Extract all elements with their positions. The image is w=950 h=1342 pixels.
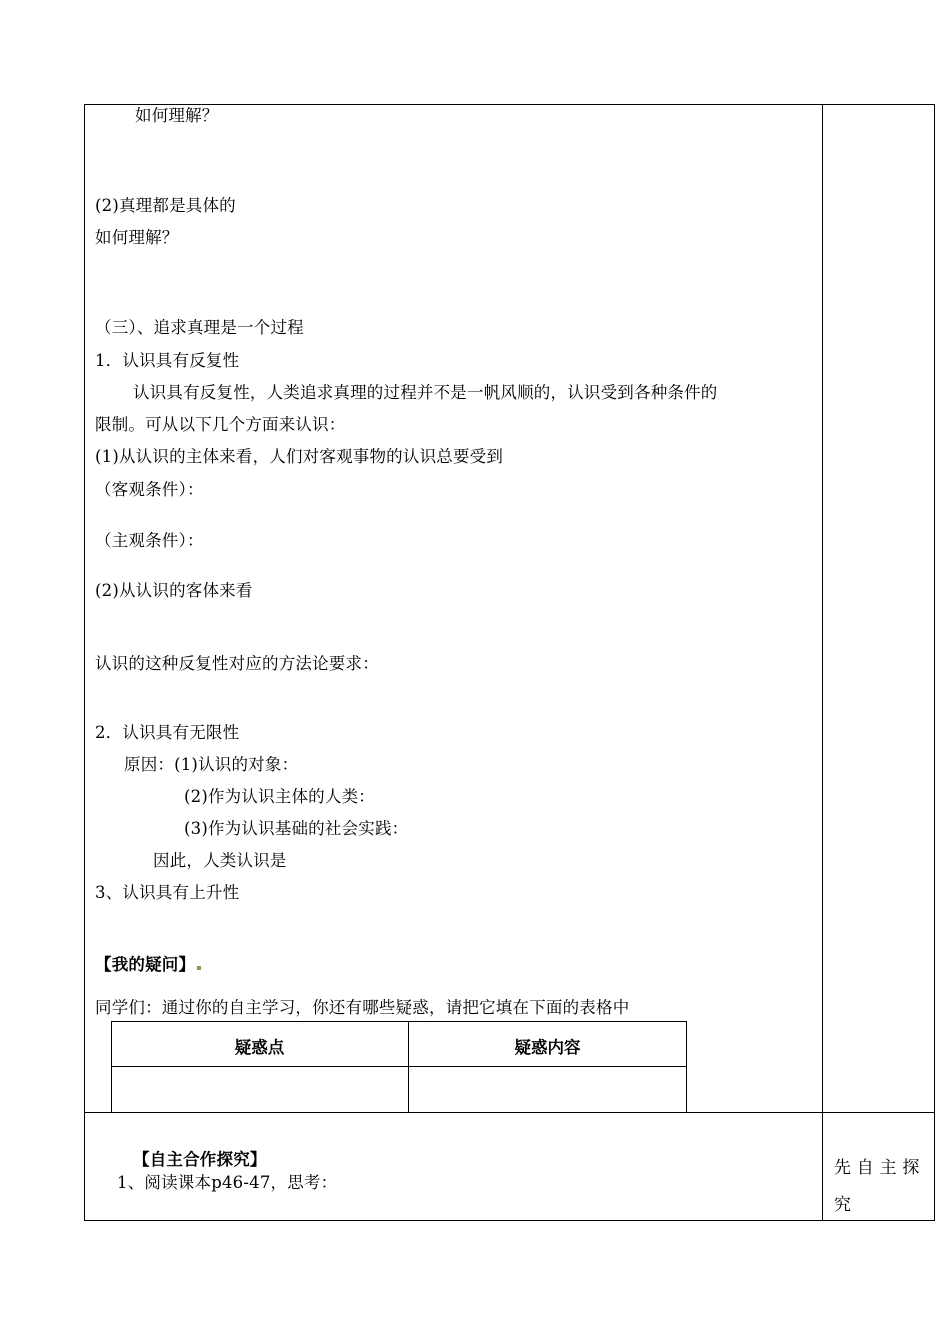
- doubts-heading: [95, 955, 201, 975]
- text-line: （主观条件）：: [95, 531, 204, 550]
- text-line: 限制。可从以下几个方面来认识：: [95, 415, 346, 434]
- table-header-doubt-point: 疑惑点: [234, 1038, 285, 1057]
- subsection-heading: 2．认识具有无限性: [95, 723, 240, 742]
- text-line: (3)作为认识基础的社会实践：: [184, 819, 409, 838]
- text-line: 如何理解？: [95, 228, 179, 247]
- explore-task: 1、阅读课本p46-47，思考：: [117, 1173, 338, 1192]
- doubts-intro: 同学们：通过你的自主学习，你还有哪些疑惑，请把它填在下面的表格中: [95, 998, 630, 1017]
- text-line: 认识具有反复性，人类追求真理的过程并不是一帆风顺的，认识受到各种条件的: [133, 383, 718, 402]
- marker-dot: [197, 966, 201, 970]
- text-line: (2)真理都是具体的: [95, 196, 236, 215]
- explore-heading: 【自主合作探究】: [133, 1150, 267, 1169]
- text-line: 原因：(1)认识的对象：: [124, 755, 299, 774]
- text-line: (1)从认识的主体来看，人们对客观事物的认识总要受到: [95, 447, 504, 466]
- side-note: 究: [834, 1195, 852, 1215]
- section-heading: （三）、追求真理是一个过程: [95, 318, 304, 337]
- table-cell-doubt-point[interactable]: [112, 1067, 407, 1112]
- text-line: 认识的这种反复性对应的方法论要求：: [95, 654, 379, 673]
- side-note: 先 自 主 探: [834, 1158, 920, 1178]
- column-divider: [822, 104, 823, 1221]
- subsection-heading: 3、认识具有上升性: [95, 883, 240, 902]
- subsection-heading: 1．认识具有反复性: [95, 351, 240, 370]
- text-line: （客观条件）：: [95, 480, 204, 499]
- text-line: 因此，人类认识是: [153, 851, 287, 870]
- table-cell-doubt-content[interactable]: [409, 1067, 686, 1112]
- text-line: 如何理解？: [135, 106, 219, 125]
- text-line: (2)从认识的客体来看: [95, 581, 253, 600]
- table-header-doubt-content: 疑惑内容: [514, 1038, 581, 1057]
- doubts-heading-text: 【我的疑问】: [95, 955, 196, 974]
- text-line: (2)作为认识主体的人类：: [184, 787, 375, 806]
